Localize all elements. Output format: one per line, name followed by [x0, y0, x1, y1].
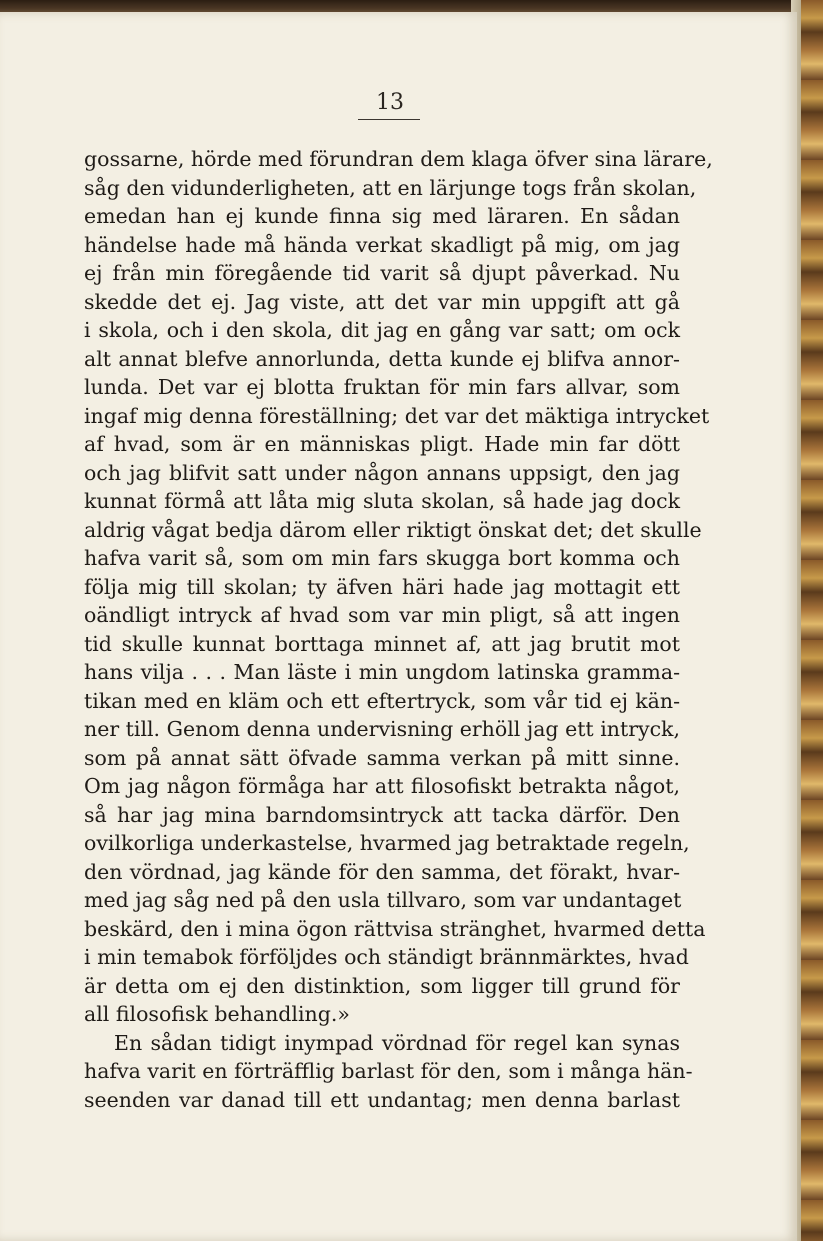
text-line: aldrig vågat bedja därom eller riktigt önskat det; det skulle — [84, 517, 702, 542]
text-line: hafva varit en förträfflig barlast för den, som i många hän- — [84, 1059, 693, 1083]
text-line: i min temabok förföljdes och ständigt brännmärktes, hvad — [84, 945, 689, 969]
text-line: ner till. Genom denna undervisning erhöll jag ett intryck, — [84, 717, 680, 741]
text-line: och jag blifvit satt under någon annans uppsigt, den jag — [84, 460, 680, 485]
text-line: beskärd, den i mina ögon rättvisa stränghet, hvarmed detta — [84, 916, 706, 941]
text-line: oändligt intryck af hvad som var min pligt, så att ingen — [84, 603, 680, 627]
text-line: händelse hade må hända verkat skadligt på mig, om jag — [84, 232, 680, 257]
text-line: såg den vidunderligheten, att en lärjunge togs från skolan, — [84, 175, 697, 200]
text-line: skedde det ej. Jag viste, att det var min uppgift att gå — [84, 289, 680, 314]
text-line: den vördnad, jag kände för den samma, det förakt, hvar- — [84, 859, 680, 884]
text-line: af hvad, som är en människas pligt. Hade min far dött — [84, 432, 680, 456]
text-line: ovilkorliga underkastelse, hvarmed jag betraktade regeln, — [84, 831, 690, 855]
text-line: som på annat sätt öfvade samma verkan på mitt sinne. — [84, 745, 680, 770]
text-line: hafva varit så, som om min fars skugga bort komma och — [84, 546, 680, 570]
text-line: tid skulle kunnat borttaga minnet af, att jag brutit mot — [84, 631, 680, 656]
text-line: hans vilja . . . Man läste i min ungdom latinska gramma- — [84, 660, 680, 684]
text-line: kunnat förmå att låta mig sluta skolan, så hade jag dock — [84, 489, 680, 513]
text-line: tikan med en kläm och ett eftertryck, som vår tid ej kän- — [84, 688, 680, 713]
text-line: lunda. Det var ej blotta fruktan för min fars allvar, som — [84, 375, 680, 399]
text-line: ingaf mig denna föreställning; det var det mäktiga intrycket — [84, 403, 710, 428]
page-number-rule — [358, 119, 420, 120]
text-line: i skola, och i den skola, dit jag en gång var satt; om ock — [84, 318, 680, 342]
text-line: Om jag någon förmåga har att filosofiskt betrakta något, — [84, 774, 680, 798]
text-line: så har jag mina barndomsintryck att tacka därför. Den — [84, 802, 680, 827]
page-number: 13 — [376, 90, 404, 115]
body-text — [84, 145, 713, 1114]
text-line: En sådan tidigt inympad vördnad för regel kan synas — [114, 1030, 680, 1055]
text-line: all filosofisk behandling.» — [84, 1002, 350, 1026]
text-line: seenden var danad till ett undantag; men denna barlast — [84, 1087, 680, 1112]
text-line: ej från min föregående tid varit så djupt påverkad. Nu — [84, 261, 680, 285]
text-line: med jag såg ned på den usla tillvaro, som var undantaget — [84, 888, 682, 912]
text-line: är detta om ej den distinktion, som ligger till grund för — [84, 973, 680, 998]
book-page — [0, 12, 797, 1241]
text-line: emedan han ej kunde finna sig med läraren. En sådan — [84, 204, 680, 228]
text-line: följa mig till skolan; ty äfven häri hade jag mottagit ett — [84, 574, 680, 599]
text-line: gossarne, hörde med förundran dem klaga öfver sina lärare, — [84, 147, 713, 171]
text-line: alt annat blefve annorlunda, detta kunde ej blifva annor- — [84, 346, 680, 371]
